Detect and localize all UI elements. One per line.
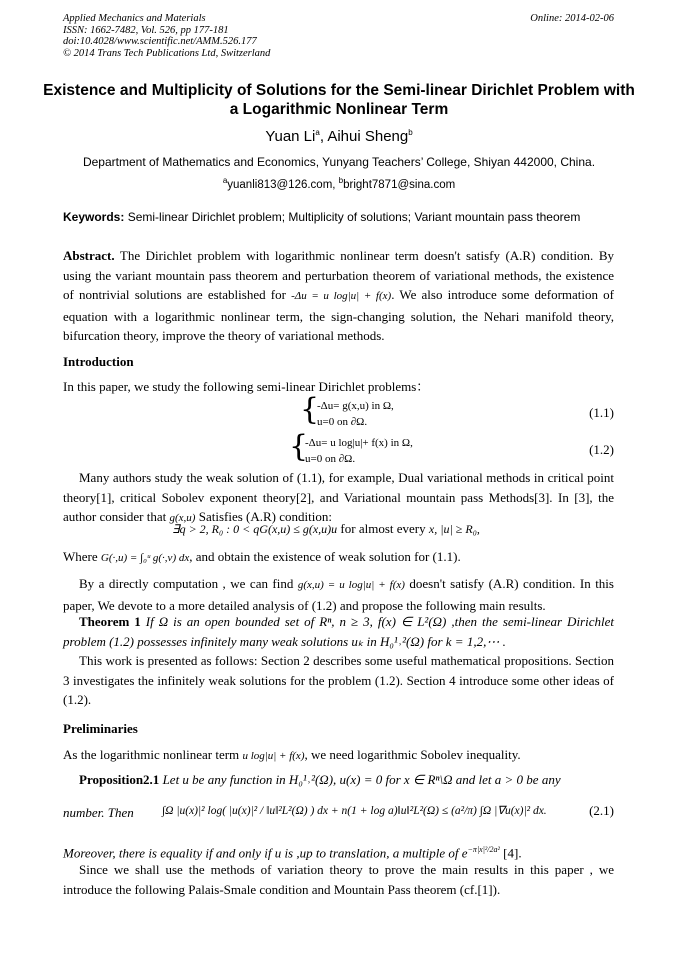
email-line [0, 176, 678, 191]
display-math: ∃q > 2, R₀ : 0 < qG(x,u) ≤ g(x,u)u [172, 522, 338, 536]
ar-condition [172, 521, 480, 537]
journal-issn: ISSN: 1662-7482, Vol. 526, pp 177-181 [63, 24, 229, 36]
email-mark: b [338, 176, 344, 185]
paragraph: Since we shall use the methods of variation theory to prove the main results in this paper , we introduce the following Palais-Smale condition and Mountain Pass theorem (cf.[1]). [63, 862, 614, 897]
abstract-label: Abstract. [63, 248, 115, 263]
paragraph-text: As the logarithmic nonlinear term [63, 747, 243, 762]
author-mark: b [408, 128, 413, 137]
equation-line: u=0 on ∂Ω. [317, 416, 368, 428]
affiliation: Department of Mathematics and Economics, Yunyang Teachers’ College, Shiyan 442000, China. [82, 155, 596, 169]
author-name: Yuan Li [265, 128, 316, 145]
equation-1-2 [305, 435, 413, 467]
equation-number: (1.2) [589, 442, 614, 457]
author-mark: a [315, 128, 320, 137]
paragraph [63, 547, 614, 569]
paragraph-text: Satisfies (A.R) condition: [195, 509, 332, 524]
paragraph [63, 468, 614, 529]
journal-header [63, 13, 270, 59]
equation-1-1 [317, 398, 394, 430]
exponent: −π|x|²/2a² [467, 845, 500, 854]
inline-math: u log|u| + f(x) [242, 750, 305, 762]
proposition-2-1 [63, 770, 614, 790]
paragraph-text: Where [63, 549, 101, 564]
equation-text: for almost every [337, 521, 429, 536]
log-sobolev-inequality: ∫Ω |u(x)|² log( |u(x)|² / ‖u‖²L²(Ω) ) dx + n(1 + log a)‖u‖²L²(Ω) ≤ (a²/π) ∫Ω |∇u(x)|² dx. [162, 805, 547, 817]
abstract-math: -Δu = u log|u| + f(x) [291, 290, 392, 302]
theorem-label: Theorem 1 [79, 614, 141, 629]
journal-copyright: © 2014 Trans Tech Publications Ltd, Switzerland [63, 47, 271, 59]
proposition-label: Proposition2.1 [79, 772, 160, 787]
paragraph: In this paper, we study the following semi-linear Dirichlet problems： [63, 379, 430, 394]
journal-doi: doi:10.4028/www.scientific.net/AMM.526.177 [63, 36, 257, 47]
proposition-text-cont [63, 803, 153, 823]
equation-brace: { [289, 429, 309, 464]
citation: [4]. [499, 845, 522, 861]
journal-name: Applied Mechanics and Materials [63, 13, 206, 24]
equation-number: (1.1) [589, 405, 614, 420]
author-name: Aihui Sheng [327, 128, 409, 145]
paragraph-text: Many authors study the weak solution of (1.1), for example, Dual variational methods in critical point theory[1], critical Sobolev exponent theory[2], and Variational mountain pass Methods[3]. In [3], the author consider that [63, 470, 614, 524]
inline-math: G(·,u) = ∫₀ᵘ g(·,v) dx [100, 552, 190, 564]
paper-title: Existence and Multiplicity of Solutions for the Semi-linear Dirichlet Problem with a Logarithmic Nonlinear Term [43, 82, 635, 118]
paragraph [63, 574, 614, 615]
section-heading: Preliminaries [63, 721, 138, 736]
online-date: Online: 2014-02-06 [530, 13, 614, 24]
inline-math: g(x,u) = u log|u| + f(x) [297, 579, 405, 591]
equation-number: (2.1) [589, 803, 614, 818]
proposition-text: Let u be any function in H₀¹˒²(Ω), u(x) = 0 for x ∈ Rⁿ\Ω and let a > 0 be any [159, 772, 561, 787]
equation-brace: { [300, 392, 320, 427]
abstract-text: . We also introduce some deformation of equation with a logarithmic nonlinear term, the sign-changing solution, the Nehari manifold theory, bifurcation theory, improve the theory of variational methods. [63, 287, 614, 343]
paragraph: This work is presented as follows: Section 2 describes some useful mathematical propositions. Section 3 investigates the infinitely weak solutions for the problem (1.2). Section 4 introduce some other ideas of (1.2). [63, 653, 614, 707]
paragraph-text: By a directly computation , we can find [79, 576, 298, 591]
keywords-label: Keywords: [63, 210, 125, 224]
equation-line: -Δu= u log|u|+ f(x) in Ω, [305, 437, 413, 449]
inline-math: g(x,u) [169, 512, 196, 524]
paragraph-text: doesn't satisfy (A.R) condition. In this paper, We devote to a more detailed analysis of (1.2) and propose the following main results. [63, 576, 614, 613]
paragraph [63, 745, 614, 767]
equation-line: -Δu= g(x,u) in Ω, [317, 400, 394, 412]
email-mark: a [222, 176, 228, 185]
abstract [63, 246, 614, 346]
paragraph-text: , we need logarithmic Sobolev inequality. [304, 747, 521, 762]
email-address: bright7871@sina.com [343, 178, 456, 191]
proposition-text: number. Then [63, 805, 134, 820]
paragraph-text: Moreover, there is equality if and only if u is ,up to translation, a multiple of e [63, 845, 468, 861]
abstract-text: The Dirichlet problem with logarithmic nonlinear term doesn't satisfy (A.R) condition. By using the variant mountain pass theorem and perturbation theorem of variational methods, the existence of nontrivial solutions are established for [63, 248, 614, 302]
theorem-1 [63, 612, 614, 651]
author-line [0, 128, 678, 145]
theorem-text: If Ω is an open bounded set of Rⁿ, n ≥ 3, f(x) ∈ L²(Ω) ,then the semi-linear Dirichlet problem (1.2) possesses infinitely many weak solutions uₖ in H₀¹˒²(Ω) for k = 1,2,⋯ . [63, 614, 614, 649]
email-address: yuanli813@126.com, [227, 178, 339, 191]
equation-line: u=0 on ∂Ω. [305, 453, 356, 465]
author-separator: , [319, 128, 328, 145]
keywords [63, 210, 623, 224]
keywords-text: Semi-linear Dirichlet problem; Multiplicity of solutions; Variant mountain pass theorem [124, 210, 581, 224]
paragraph-text: , and obtain the existence of weak solution for (1.1). [189, 549, 461, 564]
section-heading: Introduction [63, 354, 134, 369]
display-math: x, |u| ≥ R₀, [428, 522, 480, 536]
